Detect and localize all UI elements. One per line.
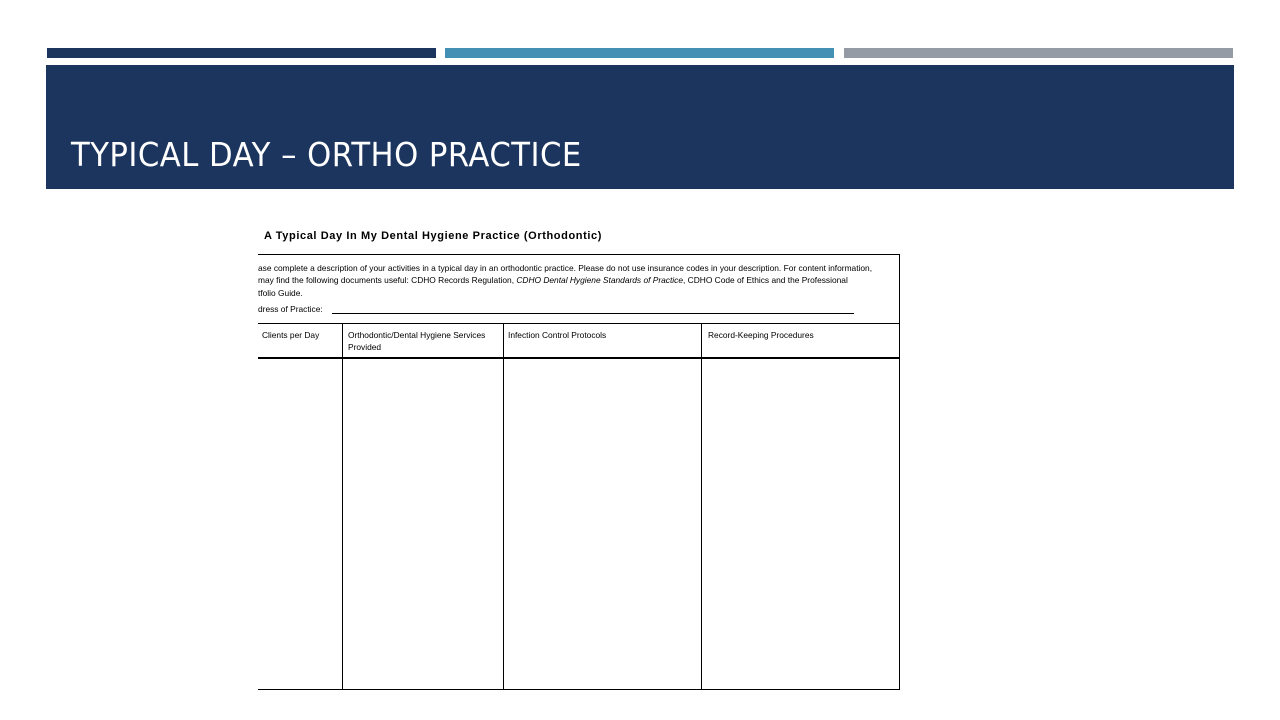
accent-bar-blue: [445, 48, 834, 58]
address-label: dress of Practice:: [258, 304, 323, 314]
slide-title: TYPICAL DAY – ORTHO PRACTICE: [71, 135, 582, 174]
form-table: [258, 254, 900, 690]
header-top-rule: [258, 323, 899, 324]
record-keeping-cell[interactable]: [702, 359, 899, 689]
column-header-clients-per-day: Clients per Day: [262, 330, 320, 340]
instructions-text: [258, 262, 890, 299]
instructions-line-3: tfolio Guide.: [258, 287, 303, 298]
address-input-line[interactable]: [332, 313, 854, 314]
embedded-form-document: [258, 226, 900, 689]
document-title: A Typical Day In My Dental Hygiene Practice (Orthodontic): [264, 230, 602, 242]
instructions-line-2: may find the following documents useful: CDHO Records Regulation, CDHO Dental Hygiene Standards of Practice, CDHO Code of Ethics and the Professional: [258, 275, 848, 286]
column-header-infection-control: Infection Control Protocols: [508, 330, 607, 340]
clients-per-day-cell[interactable]: [258, 359, 342, 689]
accent-bar-gray: [844, 48, 1233, 58]
column-header-services-provided: Orthodontic/Dental Hygiene Services Provided: [348, 330, 486, 352]
instructions-line-1: ase complete a description of your activities in a typical day in an orthodontic practice. Please do not use insurance codes in your description. For content information,: [258, 263, 873, 273]
standards-of-practice-reference: CDHO Dental Hygiene Standards of Practice: [516, 275, 684, 286]
infection-control-cell[interactable]: [504, 359, 701, 689]
services-provided-cell[interactable]: [343, 359, 503, 689]
accent-bar-navy: [47, 48, 436, 58]
title-band: [46, 65, 1234, 189]
column-header-record-keeping: Record-Keeping Procedures: [708, 330, 814, 340]
